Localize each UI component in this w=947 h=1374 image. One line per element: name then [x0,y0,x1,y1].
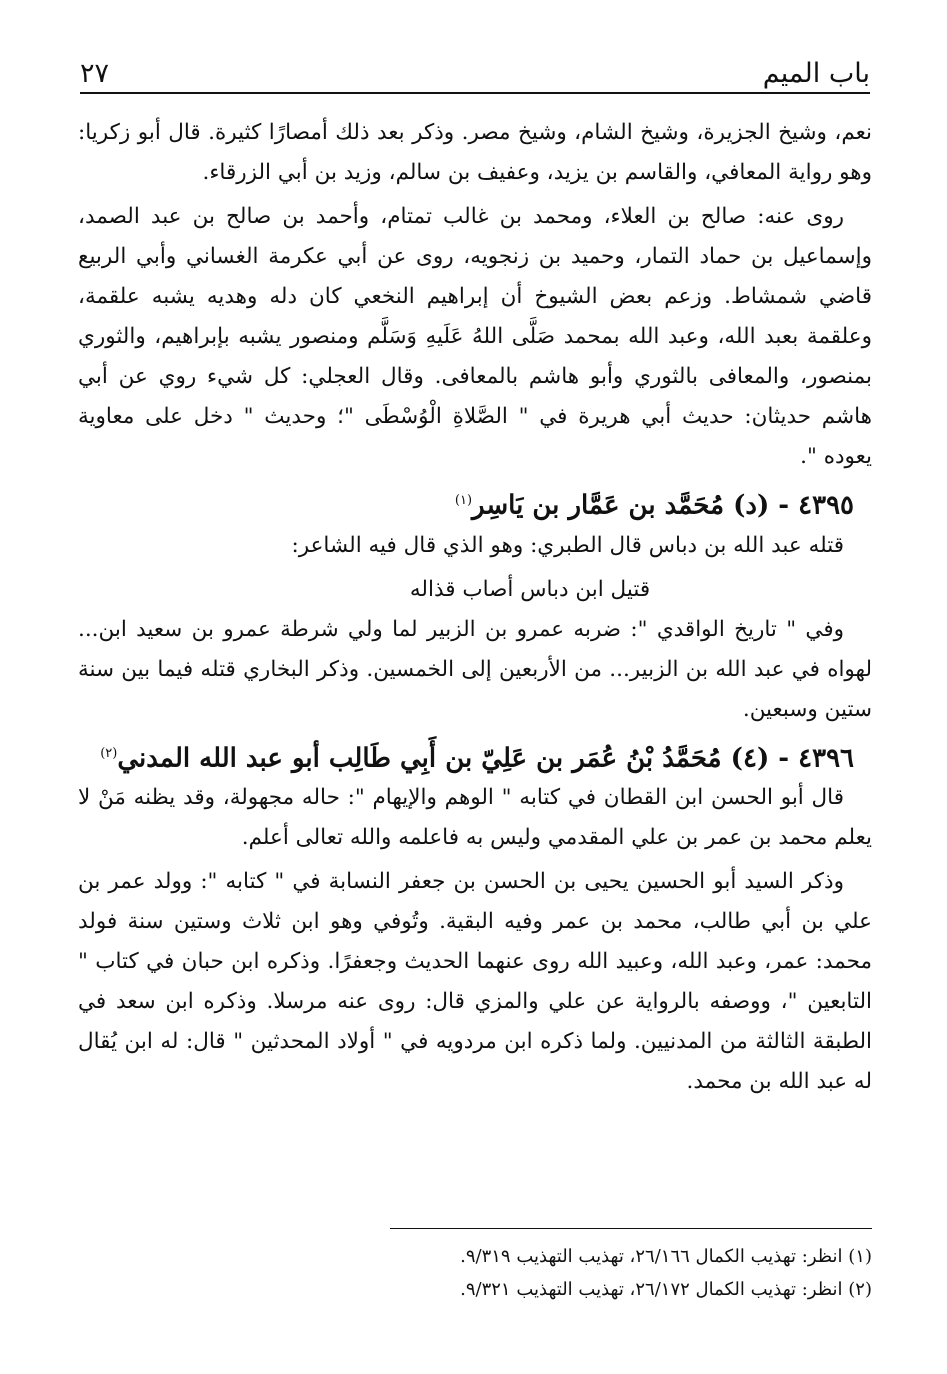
footnote: (٢) انظر: تهذيب الكمال ٢٦/١٧٢، تهذيب التهذيب ٩/٣٢١. [460,1279,872,1300]
entry-4395-paragraph: وفي " تاريخ الواقدي ": ضربه عمرو بن الزبير لما ولي شرطة عمرو بن سعيد ابن... لهواه في عبد الله بن الزبير... من الأربعين إلى الخمسين. وذكر البخاري قتله فيما بين سنة ستين وسبعين. [78,616,872,722]
footnote-ref: (٢) [100,745,118,761]
entry-4396-paragraph: وذكر السيد أبو الحسين يحيى بن الحسن بن جعفر النسابة في " كتابه ": وولد عمر بن علي بن أبي طالب، محمد بن عمر وفيه البقية. وتُوفي وهو ابن ثلاث وستين سنة فولد محمد: عمر، وعبد الله، وعبيد الله روى عنهما الحديث وجعفرًا. وذكره ابن حبان في كتاب " التابعين "، ووصفه بالرواية عن علي والمزي قال: روى عنه مرسلا. وذكره ابن سعد في الطبقة الثالثة من المدنيين. ولما ذكره ابن مردويه في " أولاد المحدثين " قال: له ابن يُقال له عبد الله بن محمد. [78,869,872,1095]
entry-heading-text: ٤٣٩٥ - (د) مُحَمَّد بن عَمَّار بن يَاسِر [472,490,854,521]
entry-4396-paragraph: قال أبو الحسن ابن القطان في كتابه " الوهم والإيهام ": حاله مجهولة، وقد يظنه مَنْ لا يعلم محمد بن عمر بن علي المقدمي وليس به فاعلمه والله تعالى أعلم. [78,785,872,851]
main-text [78,113,872,1102]
footnotes [272,1240,872,1306]
footnote-ref: (١) [454,493,473,508]
running-header [80,48,870,94]
poetry-verse: قتيل ابن دباس أصاب قذاله [409,576,651,602]
entry-heading-text: ٤٣٩٦ - (٤) مُحَمَّدُ بْنُ عُمَر بن عَلِيّ بن أَبِي طَالِب أبو عبد الله المدني [117,743,854,774]
footnote: (١) انظر: تهذيب الكمال ٢٦/١٦٦، تهذيب التهذيب ٩/٣١٩. [460,1246,872,1267]
chapter-title: باب الميم [762,58,870,89]
entry-heading-4396 [78,734,872,779]
paragraph-continuation: نعم، وشيخ الجزيرة، وشيخ الشام، وشيخ مصر. وذكر بعد ذلك أمصارًا كثيرة. قال أبو زكريا: وهو رواية المعافي، والقاسم بن يزيد، وعفيف بن سالم، وزيد بن أبي الزرقاء. [78,120,872,185]
entry-4395-paragraph: قتله عبد الله بن دباس قال الطبري: وهو الذي قال فيه الشاعر: [291,532,844,558]
footnote-divider [390,1228,872,1229]
paragraph-narrators: روى عنه: صالح بن العلاء، ومحمد بن غالب تمتام، وأحمد بن صالح بن عبد الصمد، وإسماعيل بن حماد التمار، وحميد بن زنجويه، روى عن أبي عكرمة الغساني وأبي الربيع قاضي شمشاط. وزعم بعض الشيوخ أن إبراهيم النخعي كان دله وهديه يشبه علقمة، وعلقمة بعبد الله، وعبد الله بمحمد صَلَّى اللهُ عَلَيهِ وَسَلَّم ومنصور يشبه بإبراهيم، والثوري بمنصور، والمعافى بالثوري وأبو هاشم بالمعافى. وقال العجلي: كل شيء روي عن أبي هاشم حديثان: حديث أبي هريرة في " الصَّلاةِ الْوُسْطَى "؛ وحديث " دخل على معاوية يعوده ". [78,204,872,469]
page-number: ٢٧ [80,58,110,89]
entry-heading-4395 [78,481,872,526]
